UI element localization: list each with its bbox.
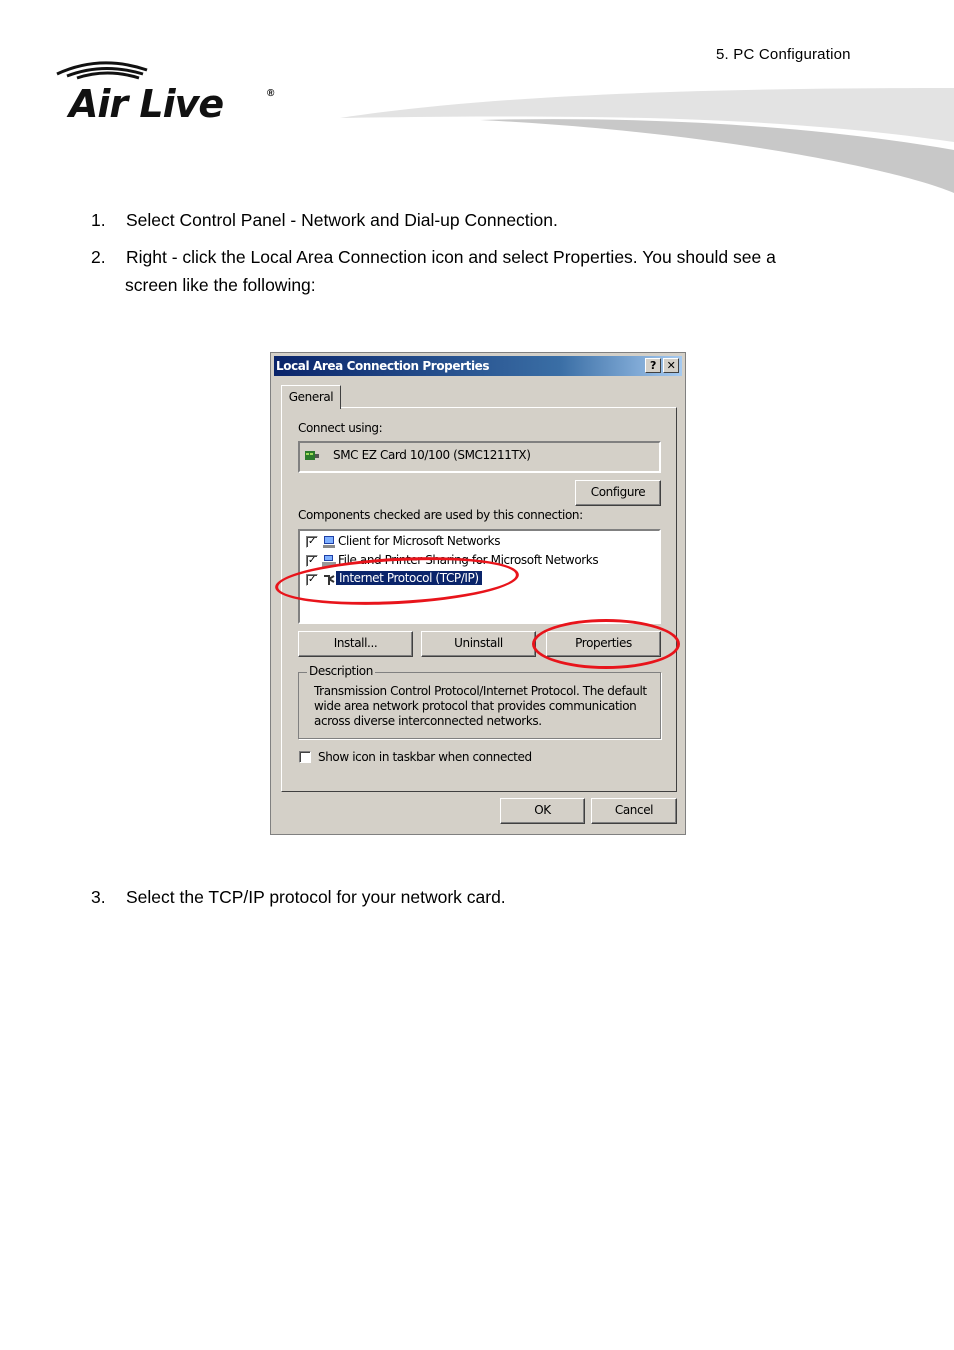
help-button[interactable]: ?: [645, 358, 661, 373]
show-icon-label: Show icon in taskbar when connected: [318, 750, 532, 764]
uninstall-button[interactable]: Uninstall: [421, 631, 536, 657]
adapter-field: [298, 441, 661, 473]
description-line-1: Transmission Control Protocol/Internet Protocol. The default: [314, 684, 647, 698]
network-client-icon: [322, 535, 336, 549]
components-label: Components checked are used by this connection:: [298, 508, 583, 522]
adapter-name: SMC EZ Card 10/100 (SMC1211TX): [333, 448, 531, 462]
component-checkbox[interactable]: ✓: [306, 536, 318, 548]
description-groupbox: [298, 664, 661, 739]
step-text-continued: screen like the following:: [125, 275, 316, 295]
tab-general[interactable]: General: [281, 385, 341, 409]
ok-button[interactable]: OK: [500, 798, 585, 824]
header-swoosh-graphic: [340, 80, 954, 195]
step-text: Right - click the Local Area Connection icon and select Properties. You should see a: [126, 247, 776, 267]
description-line-3: across diverse interconnected networks.: [314, 714, 542, 728]
description-title: Description: [309, 664, 373, 678]
connect-using-label: Connect using:: [298, 421, 383, 435]
step-number: 2.: [91, 247, 106, 267]
configure-button[interactable]: Configure: [575, 480, 661, 506]
logo-wordmark: Air Live: [69, 82, 224, 126]
component-label: File and Printer Sharing for Microsoft Networks: [338, 553, 599, 567]
description-line-2: wide area network protocol that provides communication: [314, 699, 637, 713]
page-header-section: 5. PC Configuration: [716, 46, 851, 63]
logo-registered-mark: ®: [267, 88, 275, 99]
step-text: Select the TCP/IP protocol for your network card.: [126, 887, 506, 907]
component-checkbox[interactable]: ✓: [306, 574, 318, 586]
network-card-icon: [305, 449, 319, 463]
step-number: 3.: [91, 887, 106, 907]
dialog-title: Local Area Connection Properties: [276, 359, 490, 373]
step-number: 1.: [91, 210, 106, 230]
airlive-logo: [55, 58, 285, 128]
step-text: Select Control Panel - Network and Dial-up Connection.: [126, 210, 558, 230]
component-label-selected: Internet Protocol (TCP/IP): [336, 571, 482, 585]
cancel-button[interactable]: Cancel: [591, 798, 677, 824]
properties-highlight-ring: [532, 619, 680, 669]
show-icon-checkbox[interactable]: [299, 751, 311, 763]
component-checkbox[interactable]: ✓: [306, 555, 318, 567]
close-button[interactable]: ✕: [663, 358, 679, 373]
install-button[interactable]: Install...: [298, 631, 413, 657]
properties-button[interactable]: Properties: [546, 631, 661, 657]
dialog-title-bar: [274, 356, 682, 376]
component-label: Client for Microsoft Networks: [338, 534, 501, 548]
local-area-connection-dialog: [270, 352, 686, 835]
